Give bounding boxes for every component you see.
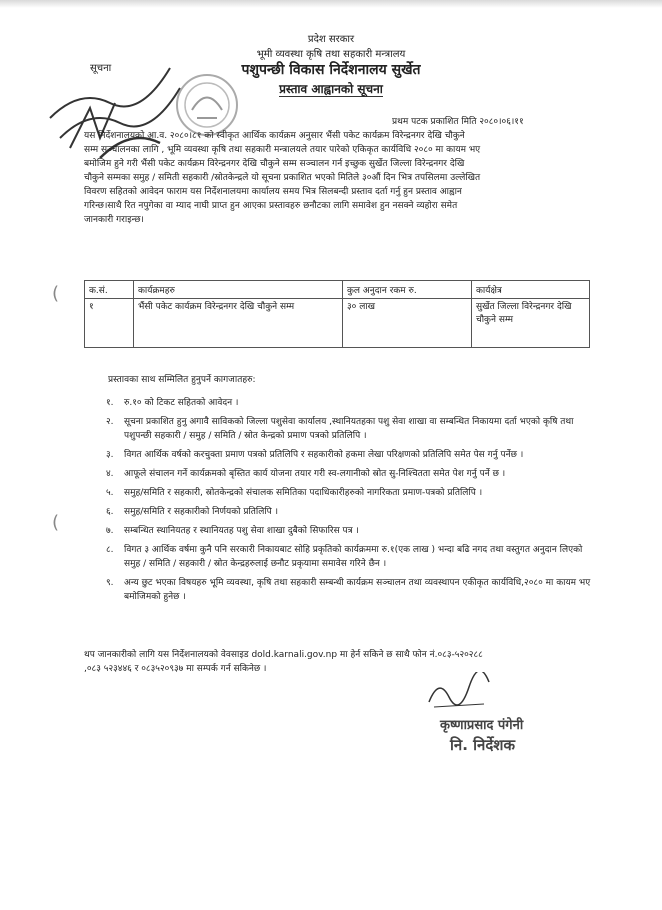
list-item-number: ९. xyxy=(106,578,114,588)
list-item xyxy=(106,448,596,462)
list-item-number: ३. xyxy=(106,450,114,460)
list-item-text: अन्य छुट भएका विषयहरु भूमि व्यवस्था, कृषि तथा सहकारी सम्बन्धी कार्यक्रम सञ्चालन तथा व्यवस्थापन एकीकृत कार्यविधि,२०८० मा कायम भए बमोजिमको हुनेछ । xyxy=(124,578,591,602)
signatory-name: कृष्णाप्रसाद पंगेनी xyxy=(440,718,524,733)
list-item-number: १. xyxy=(106,398,114,408)
list-item-number: ६. xyxy=(106,507,114,517)
contact-line: थप जानकारीको लागि यस निर्देशनालयको वेवसाइड dold.karnali.gov.np मा हेर्न सकिने छ साथै फोन नं.०८३-५२०२८८ xyxy=(84,650,483,660)
punch-hole-mark: ( xyxy=(52,283,60,304)
notice-body xyxy=(84,129,590,227)
table-cell: सुर्खेत जिल्ला विरेन्द्रनगर देखि चौकुने सम्म xyxy=(472,299,590,348)
table-row xyxy=(85,299,590,348)
list-item-number: ४. xyxy=(106,469,114,479)
list-item-text: समुह/समिति र सहकारी, स्रोतकेन्द्रको संचालक समितिका पदाधिकारीहरुको नागरिकता प्रमाण-पत्रको प्रतिलिपि । xyxy=(124,488,483,498)
list-item-number: ८. xyxy=(106,545,114,555)
notice-title xyxy=(0,80,662,97)
list-item-text: रु.१० को टिकट सहितको आवेदन । xyxy=(124,398,239,408)
list-item-text: विगत आर्थिक वर्षको करचुक्ता प्रमाण पत्रको प्रतिलिपि र सहकारीको हकमा लेखा परिक्षणको प्रतिलिपि समेत पेस गर्नु पर्नेछ । xyxy=(124,450,524,460)
list-item xyxy=(106,543,596,571)
notice-title-text: प्रस्ताव आह्वानको सूचना xyxy=(279,82,383,96)
list-item-text: सूचना प्रकाशित हुनु अगावै साविकको जिल्ला पशुसेवा कार्यालय ,स्थानियतहका पशु सेवा शाखा वा सम्बन्धित निकायमा दर्ता भएको कृषि तथा पशुपन्छी सहकारी / समुह / समिति / स्रोत केन्द्रको प्रमाण पत्रको प्रतिलिपि । xyxy=(124,417,574,441)
body-line: जानकारी गराइन्छ। xyxy=(84,215,144,225)
list-item xyxy=(106,396,596,410)
table-header: क.सं. xyxy=(85,281,134,299)
table-cell: ३० लाख xyxy=(343,299,472,348)
notice-label: सूचना xyxy=(90,63,112,74)
program-table xyxy=(84,280,590,348)
list-item-number: २. xyxy=(106,417,114,427)
documents-title: प्रस्तावका साथ सम्मिलित हुनुपर्ने कागजातहरु: xyxy=(108,375,256,385)
signatory-title: नि. निर्देशक xyxy=(450,736,516,754)
body-line: चौकुने सम्मका समुह / समिती सहकारी /स्रोतकेन्द्रले यो सूचना प्रकाशित भएको मितिले ३०औं दिन भित्र तपसिलमा उल्लेखित xyxy=(84,173,481,183)
table-cell: भैंसी पकेट कार्यक्रम विरेन्द्रनगर देखि चौकुने सम्म xyxy=(134,299,343,348)
table-header: कार्यक्रमहरु xyxy=(134,281,343,299)
list-item-text: सम्बन्धित स्थानियतह र स्थानियतह पशु सेवा शाखा दुबैको सिफारिस पत्र । xyxy=(124,526,359,536)
table-cell: १ xyxy=(85,299,134,348)
list-item-text: समुह/समिति र सहकारीको निर्णयको प्रतिलिपि । xyxy=(124,507,279,517)
contact-line: ,०८३ ५२३४४६ र ०८३५२०९३७ मा सम्पर्क गर्न सकिनेछ । xyxy=(84,664,267,674)
list-item xyxy=(106,486,596,500)
list-item xyxy=(106,576,596,604)
scan-edge-shadow xyxy=(0,0,662,8)
table-header-row xyxy=(85,281,590,299)
header-line-province: प्रदेश सरकार xyxy=(307,34,355,45)
table-header: कुल अनुदान रकम रु. xyxy=(343,281,472,299)
body-line: यस निर्देशनालयको आ.व. २०८०।८१ को स्वीकृत आर्थिक कार्यक्रम अनुसार भैंसी पकेट कार्यक्रम विरेन्द्रनगर देखि चौकुने xyxy=(84,131,465,141)
list-item xyxy=(106,524,596,538)
body-line: गरिन्छ।साथै रित नपुगेका वा म्याद नाघी प्राप्त हुन आएका प्रस्तावहरु छनौटका लागि समावेश हुन नसक्ने व्यहोरा समेत xyxy=(84,201,458,211)
body-line: विवरण सहितको आवेदन फाराम यस निर्देशनालयमा कार्यालय समय भित्र सिलबन्दी प्रस्ताव दर्ता गर्नु हुन प्रस्ताव आह्वान xyxy=(84,187,462,197)
list-item-number: ५. xyxy=(106,488,114,498)
list-item xyxy=(106,505,596,519)
signature-scrawl xyxy=(424,672,494,712)
list-item-text: आफूले संचालन गर्ने कार्यक्रमको बृस्तित कार्य योजना तयार गरी स्व-लगानीको स्रोत सु-निश्चितता समेत पेश गर्नु पर्ने छ । xyxy=(124,469,506,479)
body-line: बमोजिम हुने गरी भैंसी पकेट कार्यक्रम विरेन्द्रनगर देखि चौकुने सम्म सञ्चालन गर्न इच्छुक सुर्खेत जिल्ला विरेन्द्रनगर देखि xyxy=(84,159,465,169)
contact-info xyxy=(84,648,590,676)
header-line-ministry: भूमी व्यवस्था कृषि तथा सहकारी मन्त्रालय xyxy=(256,49,406,60)
list-item-number: ७. xyxy=(106,526,114,536)
publication-date: प्रथम पटक प्रकाशित मिति २०८०।०६।११ xyxy=(392,117,524,127)
list-item xyxy=(106,467,596,481)
header-office-name: पशुपन्छी विकास निर्देशनालय सुर्खेत xyxy=(241,62,421,78)
punch-hole-mark: ( xyxy=(52,512,60,533)
list-item-text: विगत ३ आर्थिक वर्षमा कुनै पनि सरकारी निकायबाट सोहि प्रकृतिको कार्यक्रममा रु.१(एक लाख ) भन्दा बढि नगद तथा वस्तुगत अनुदान लिएको समुह / समिति / सहकारी / स्रोत केन्द्रहरुलाई छनौट प्रकृयामा समावेस गरिने छैन । xyxy=(124,545,583,569)
documents-list xyxy=(106,396,596,609)
body-line: सम्म सञ्चालनका लागि , भूमि व्यवस्था कृषि तथा सहकारी मन्त्रालयले तयार पारेको एकिकृत कार्यविधि २०८० मा कायम भए xyxy=(84,145,481,155)
list-item xyxy=(106,415,596,443)
table-header: कार्यक्षेत्र xyxy=(472,281,590,299)
